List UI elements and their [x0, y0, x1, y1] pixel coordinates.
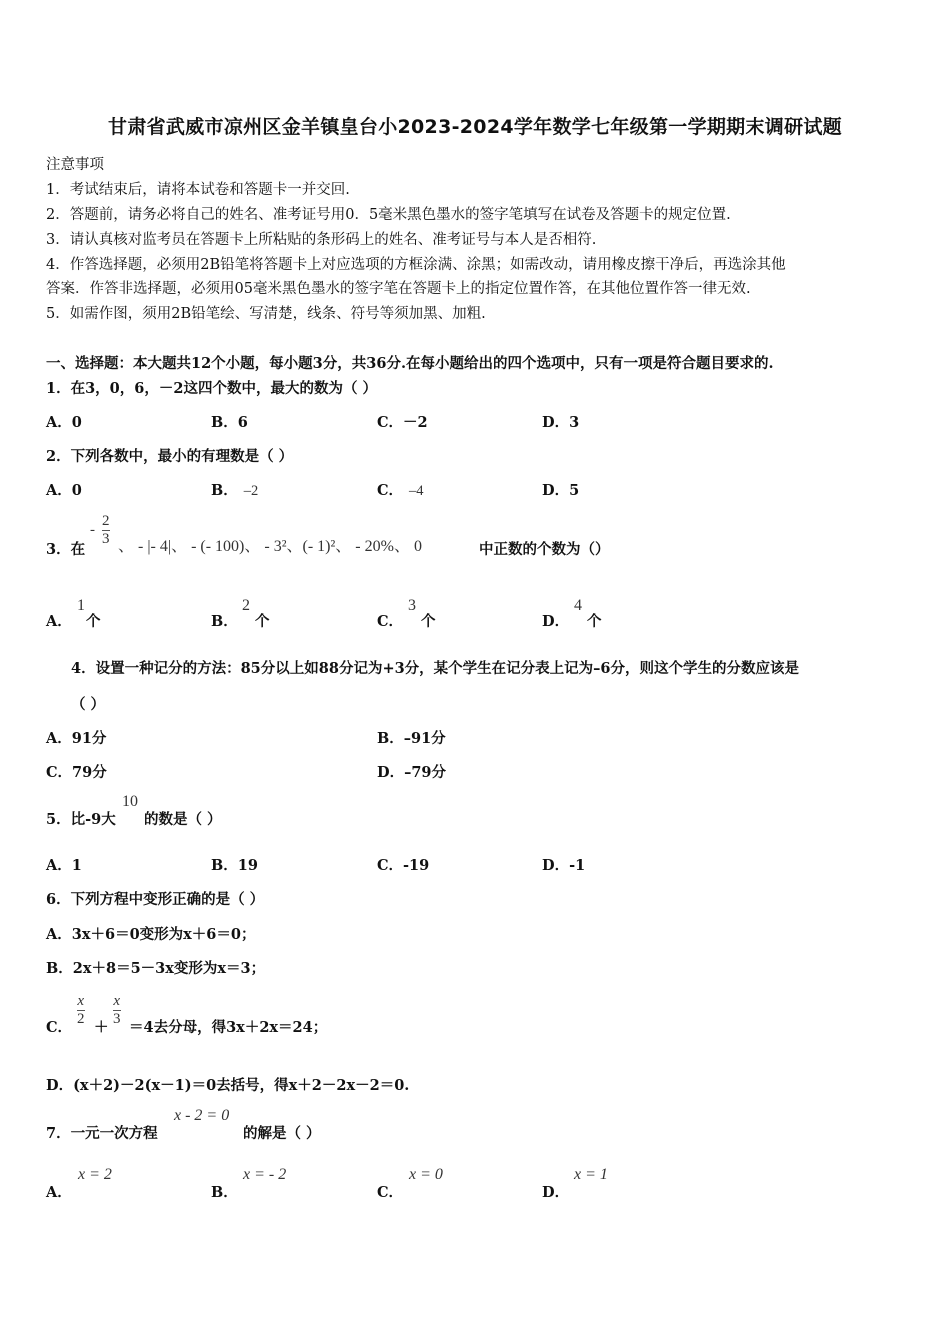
question-5-prefix: 5．比-9大	[46, 811, 116, 828]
q2-option-c-math: –4	[409, 483, 424, 499]
q2-option-d: D．5	[542, 482, 580, 499]
q5-option-c: C．-19	[377, 857, 430, 874]
q5-option-a: A．1	[46, 857, 82, 874]
page-title: 甘肃省武威市凉州区金羊镇皇台小2023-2024学年数学七年级第一学期期末调研试题	[108, 116, 842, 138]
q2-option-a: A．0	[46, 482, 82, 499]
q4-option-b: B．–91分	[377, 730, 446, 747]
q3-option-d-num: 4	[574, 597, 582, 614]
q7-option-d-math: x = 1	[574, 1166, 608, 1183]
q6-option-a: A．3x＋6＝0变形为x＋6＝0；	[46, 926, 256, 943]
note-item: 1．考试结束后，请将本试卷和答题卡一并交回.	[46, 182, 350, 198]
question-4-blank: （ ）	[71, 696, 106, 713]
question-1: 1．在3，0，6，－2这四个数中，最大的数为（ ）	[46, 380, 377, 397]
question-4: 4．设置一种记分的方法：85分以上如88分记为+3分，某个学生在记分表上记为–6分，则这个学生的分数应该是	[71, 660, 800, 677]
q6-option-c-suffix: ＝4去分母，得3x＋2x＝24；	[129, 1019, 328, 1036]
q1-option-d: D．3	[542, 414, 580, 431]
q6-fraction-1: $\frac{x}{2}$	[77, 993, 85, 1027]
q3-option-b-unit: 个	[255, 613, 270, 630]
q1-option-a: A．0	[46, 414, 82, 431]
note-item: 4．作答选择题，必须用2B铅笔将答题卡上对应选项的方框涂满、涂黑；如需改动，请用橡皮擦干净后，再选涂其他	[46, 257, 786, 273]
q1-option-b: B．6	[211, 414, 248, 431]
q7-equation: x - 2 = 0	[174, 1107, 230, 1124]
q7-option-b: B．	[211, 1184, 238, 1201]
q6-fraction-2: $\frac{x}{3}$	[113, 993, 121, 1027]
q3-option-c-num: 3	[408, 597, 416, 614]
q7-option-c: C．	[377, 1184, 404, 1201]
q6-option-c-prefix: C．	[46, 1019, 73, 1036]
question-7-suffix: 的解是（ ）	[243, 1125, 321, 1142]
q3-option-c-unit: 个	[421, 613, 436, 630]
q3-option-d-unit: 个	[587, 613, 602, 630]
q2-option-b-math: –2	[243, 483, 259, 499]
q5-superscript: 10	[122, 793, 138, 810]
q5-option-b: B．19	[211, 857, 258, 874]
q7-option-b-math: x = - 2	[243, 1166, 287, 1183]
question-3-prefix: 3．在	[46, 541, 86, 558]
q3-option-d: D．	[542, 613, 570, 630]
q6-plus: ＋	[94, 1019, 109, 1036]
q4-option-a: A．91分	[46, 730, 107, 747]
q3-option-a-num: 1	[77, 597, 85, 614]
note-item: 答案．作答非选择题，必须用05毫米黑色墨水的签字笔在答题卡上的指定位置作答，在其他位置作答一律无效.	[46, 281, 751, 297]
q4-option-c: C．79分	[46, 764, 107, 781]
note-item: 5．如需作图，须用2B铅笔绘、写清楚，线条、符号等须加黑、加粗.	[46, 306, 486, 322]
q3-option-a: A．	[46, 613, 72, 630]
q6-option-b: B．2x＋8＝5－3x变形为x＝3；	[46, 960, 266, 977]
q5-option-d: D．-1	[542, 857, 586, 874]
q3-option-b-num: 2	[242, 597, 250, 614]
question-6: 6．下列方程中变形正确的是（ ）	[46, 891, 265, 908]
q3-fraction: $\frac{2}{3}$	[102, 513, 110, 547]
q3-minus: -	[90, 522, 95, 538]
q6-option-d: D．(x＋2)－2(x－1)＝0去括号，得x＋2－2x－2＝0.	[46, 1077, 410, 1094]
q3-expression: 、 - |- 4|、 - (- 100)、 - 3²、(- 1)²、 - 20%、 0	[118, 538, 422, 555]
note-item: 2．答题前，请务必将自己的姓名、准考证号用0．5毫米黑色墨水的签字笔填写在试卷及答题卡的规定位置.	[46, 207, 731, 223]
q3-option-c: C．	[377, 613, 404, 630]
q2-option-c: C． –4	[377, 482, 424, 499]
q4-option-d: D．–79分	[377, 764, 447, 781]
question-7-prefix: 7．一元一次方程	[46, 1125, 158, 1142]
section-heading: 一、选择题：本大题共12个小题，每小题3分，共36分.在每小题给出的四个选项中，只有一项是符合题目要求的.	[46, 355, 774, 372]
q2-option-b: B． –2	[211, 482, 259, 499]
q7-option-d: D．	[542, 1184, 570, 1201]
q3-option-b: B．	[211, 613, 238, 630]
question-2: 2．下列各数中，最小的有理数是（ ）	[46, 448, 294, 465]
q7-option-c-math: x = 0	[409, 1166, 443, 1183]
q3-option-a-unit: 个	[86, 613, 101, 630]
q7-option-a: A．	[46, 1184, 72, 1201]
question-5-suffix: 的数是（ ）	[144, 811, 222, 828]
note-item: 3．请认真核对监考员在答题卡上所粘贴的条形码上的姓名、准考证号与本人是否相符.	[46, 232, 597, 248]
q7-option-a-math: x = 2	[78, 1166, 112, 1183]
question-3-suffix: 中正数的个数为（）	[479, 541, 610, 558]
notes-heading: 注意事项	[46, 157, 104, 173]
q1-option-c: C．－2	[377, 414, 428, 431]
